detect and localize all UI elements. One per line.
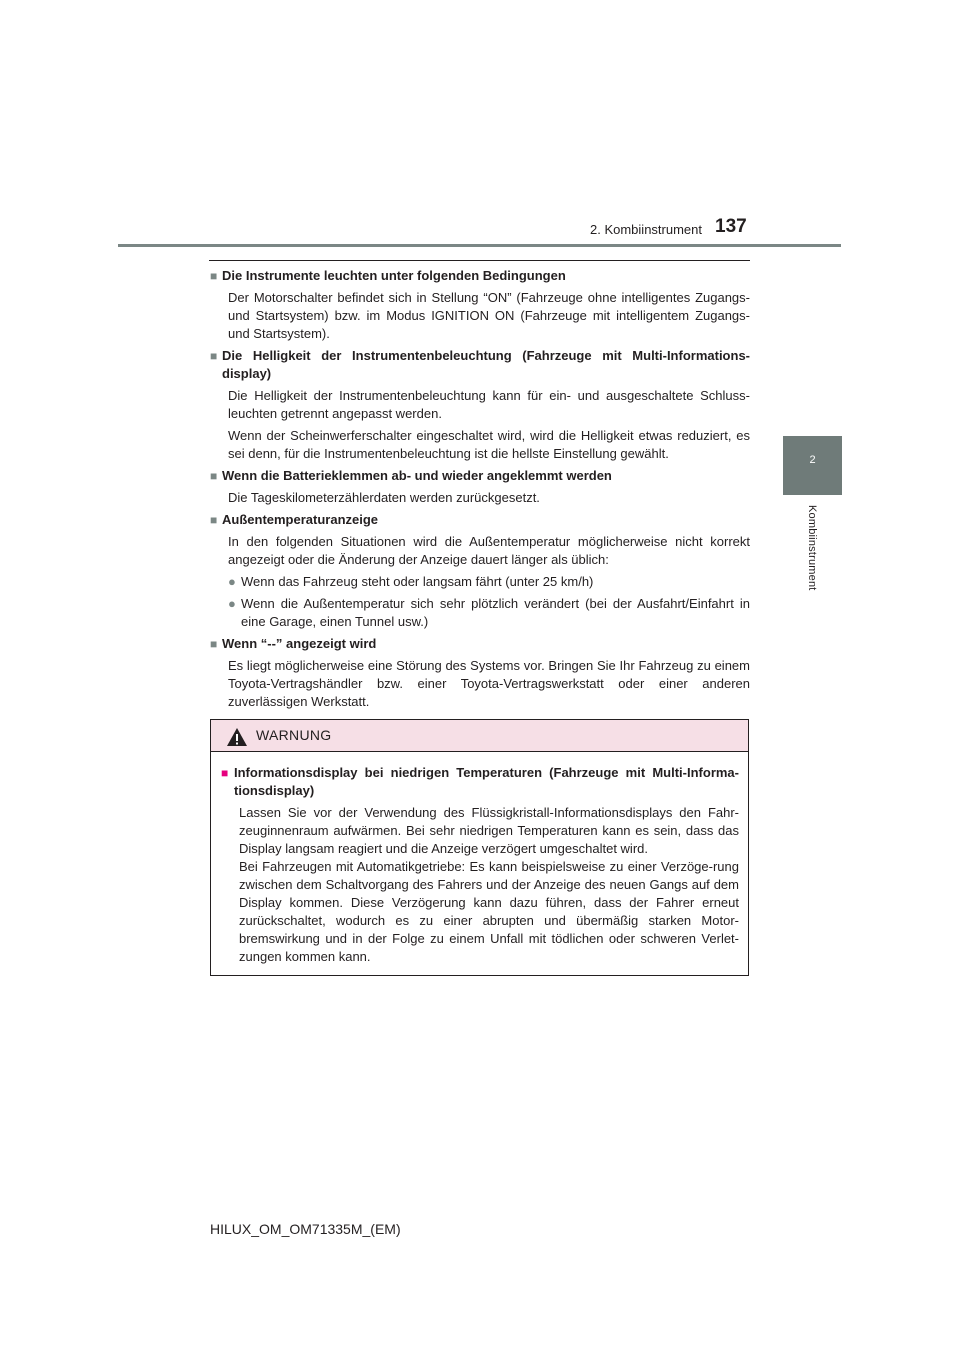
warning-label: WARNUNG xyxy=(256,727,332,743)
square-bullet-icon: ■ xyxy=(210,469,218,483)
warning-header xyxy=(211,720,748,752)
section-battery-terminals xyxy=(210,467,750,507)
paragraph: In den folgenden Situationen wird die Außentemperatur möglicherweise nicht korrekt angezeigt oder die Änderung der Anzeige dauert länger als üblich: xyxy=(228,534,750,567)
paragraph: Der Motorschalter befindet sich in Stellung “ON” (Fahrzeuge ohne intelligentes Zugangs- und Startsystem) bzw. im Modus IGNITION ON (Fahrzeuge mit intelligentem Zugangs- und Startsystem). xyxy=(228,290,750,341)
section-title: ■ Außentemperaturanzeige xyxy=(210,512,379,527)
section-brightness xyxy=(210,347,750,463)
list-item: ● Wenn die Außentemperatur sich sehr plötzlich verändert (bei der Ausfahrt/Einfahrt in eine Garage, einen Tunnel usw.) xyxy=(228,596,750,629)
paragraph: Es liegt möglicherweise eine Störung des Systems vor. Bringen Sie Ihr Fahrzeug zu einem Toyota-Vertragshändler bzw. einer Toyota-Vertragswerkstatt oder einer anderen zuverlässigen Werkstatt. xyxy=(228,658,750,709)
square-bullet-icon: ■ xyxy=(210,513,218,527)
paragraph: Die Helligkeit der Instrumentenbeleuchtung kann für ein- und ausgeschaltete Schluss-leuchten getrennt angepasst werden. xyxy=(228,388,750,421)
paragraph: Wenn der Scheinwerferschalter eingeschaltet wird, wird die Helligkeit etwas reduziert, es sei denn, für die Instrumentenbeleuchtung ist die hellste Einstellung gewählt. xyxy=(228,428,750,461)
section-title: ■ Die Helligkeit der Instrumentenbeleuchtung (Fahrzeuge mit Multi-Informations-display) xyxy=(210,348,750,381)
chapter-tab-number: 2 xyxy=(809,454,816,466)
warning-paragraph: Lassen Sie vor der Verwendung des Flüssigkristall-Informationsdisplays den Fahr-zeuginnenraum aufwärmen. Bei sehr niedrigen Temperaturen kann es sein, dass das Display langsam reagiert und die Anzeige verzögert umgeschaltet wird. xyxy=(239,805,739,856)
header-divider xyxy=(118,244,841,247)
square-bullet-icon: ■ xyxy=(210,349,218,363)
warning-title: ■ Informationsdisplay bei niedrigen Temperaturen (Fahrzeuge mit Multi-Informa-tionsdisplay) xyxy=(221,765,739,798)
section-outside-temperature xyxy=(210,511,750,631)
chapter-tab-label: Kombiinstrument xyxy=(806,505,818,591)
circle-bullet-icon: ● xyxy=(228,596,236,611)
circle-bullet-icon: ● xyxy=(228,574,236,589)
section-title: ■ Die Instrumente leuchten unter folgenden Bedingungen xyxy=(210,268,566,283)
warning-paragraph: Bei Fahrzeugen mit Automatikgetriebe: Es kann beispielsweise zu einer Verzöge-rung zwischen dem Schaltvorgang des Fahrers und der Anzeige des neuen Gangs auf dem Display kommen. Diese Verzögerung kann dazu führen, dass der Fahrer erneut zurückschaltet, wodurch es zu einer abrupten und übermäßig starken Motor-bremswirkung und in der Folge zu einem Unfall mit tödlichen oder schweren Verlet-zungen kommen kann. xyxy=(239,859,739,964)
warning-body xyxy=(211,752,748,966)
square-bullet-icon: ■ xyxy=(210,269,218,283)
page-number: 137 xyxy=(715,216,747,237)
main-content xyxy=(210,267,750,715)
square-bullet-icon: ■ xyxy=(221,766,229,780)
square-bullet-icon: ■ xyxy=(210,637,218,651)
section-title: ■ Wenn “--” angezeigt wird xyxy=(210,636,377,651)
warning-box xyxy=(210,719,749,976)
content-top-divider xyxy=(209,260,750,261)
document-id: HILUX_OM_OM71335M_(EM) xyxy=(210,1221,401,1237)
list-item: ● Wenn das Fahrzeug steht oder langsam fährt (unter 25 km/h) xyxy=(228,574,594,589)
section-instruments-lighting xyxy=(210,267,750,343)
chapter-tab xyxy=(783,436,842,495)
paragraph: Die Tageskilometerzählerdaten werden zurückgesetzt. xyxy=(228,490,540,505)
warning-triangle-icon xyxy=(226,727,248,747)
section-dash-display xyxy=(210,635,750,711)
header-section-title: 2. Kombiinstrument xyxy=(590,222,702,237)
section-title: ■ Wenn die Batterieklemmen ab- und wieder angeklemmt werden xyxy=(210,468,612,483)
